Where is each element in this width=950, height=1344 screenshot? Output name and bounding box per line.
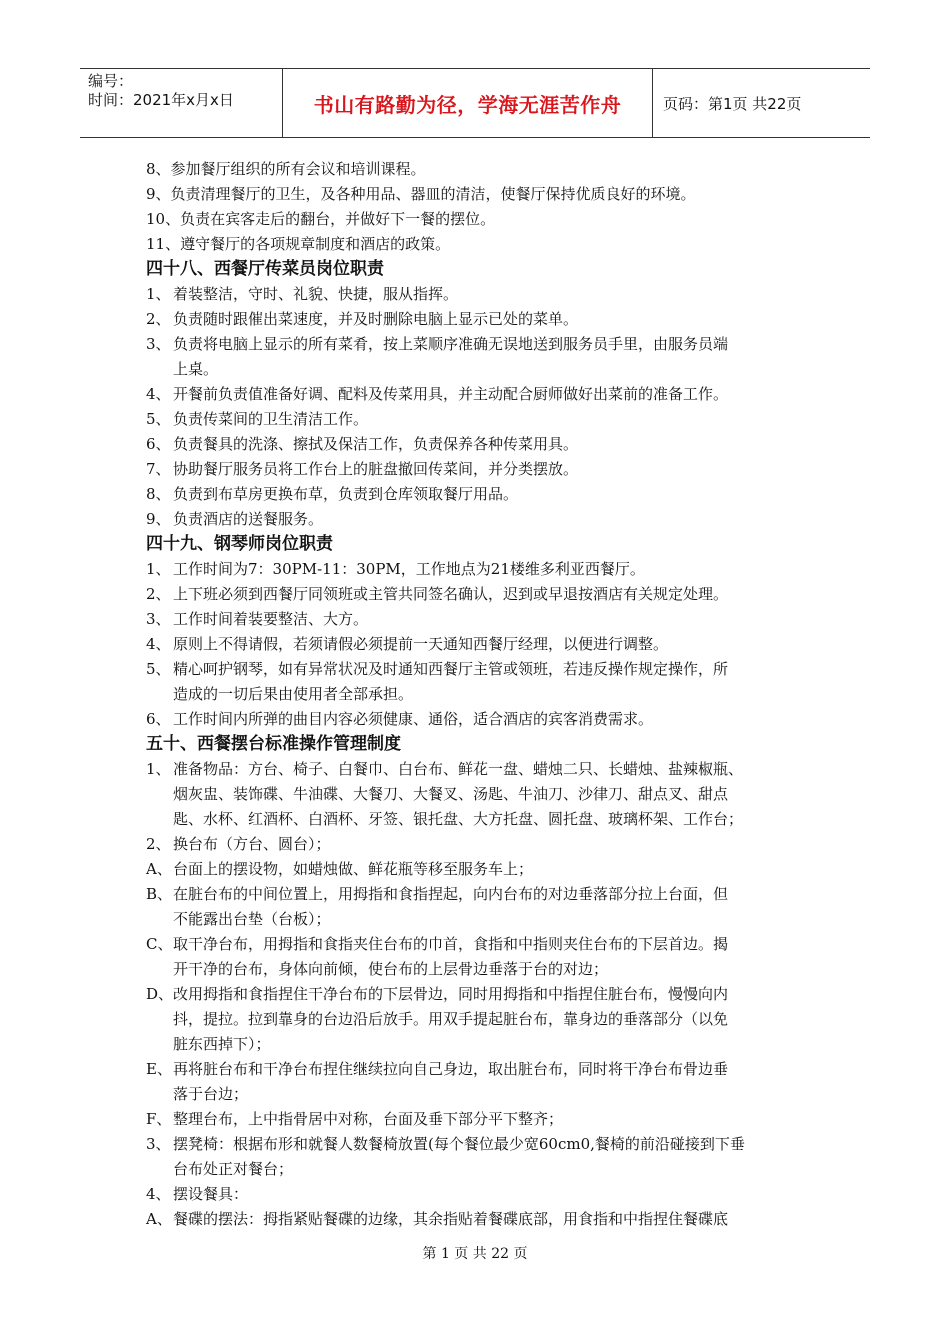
list-item-continuation: 烟灰盅、装饰碟、牛油碟、大餐刀、大餐叉、汤匙、牛油刀、沙律刀、甜点叉、甜点 [173, 785, 729, 803]
item-number: F、 [146, 1110, 172, 1128]
list-item [146, 857, 826, 882]
page-footer: 第 1 页 共 22 页 [422, 1246, 528, 1262]
item-text: 负责酒店的送餐服务。 [173, 510, 324, 528]
item-number: 5、 [146, 660, 171, 678]
list-item [146, 1057, 826, 1082]
paragraph: 11、遵守餐厅的各项规章制度和酒店的政策。 [146, 235, 451, 253]
section-heading: 四十九、钢琴师岗位职责 [146, 534, 333, 554]
paragraph: 10、负责在宾客走后的翻台，并做好下一餐的摆位。 [146, 210, 496, 228]
list-item [146, 1132, 826, 1157]
item-text: 换台布（方台、圆台）； [173, 835, 331, 853]
list-item [146, 757, 826, 782]
item-number: 2、 [146, 585, 171, 603]
header-motto: 书山有路勤为径，学海无涯苦作舟 [313, 92, 622, 117]
item-text: 在脏台布的中间位置上，用拇指和食指捏起，向内台布的对边垂落部分拉上台面，但 [173, 885, 729, 903]
item-text: 台面上的摆设物，如蜡烛做、鲜花瓶等移至服务车上； [173, 860, 534, 878]
item-number: 7、 [146, 460, 171, 478]
item-text: 工作时间为7：30PM-11：30PM，工作地点为21楼维多利亚西餐厅。 [173, 560, 645, 578]
paragraph: 9、负责清理餐厅的卫生，及各种用品、器皿的清洁，使餐厅保持优质良好的环境。 [146, 185, 696, 203]
item-text: 工作时间着装要整洁、大方。 [173, 610, 369, 628]
item-text: 准备物品：方台、椅子、白餐巾、白台布、鲜花一盘、蜡烛二只、长蜡烛、盐辣椒瓶、 [173, 760, 744, 778]
list-item [146, 882, 826, 907]
item-number: D、 [146, 985, 174, 1003]
item-text: 负责到布草房更换布草，负责到仓库领取餐厅用品。 [173, 485, 519, 503]
list-item [146, 632, 826, 657]
list-item [146, 1107, 826, 1132]
list-item [146, 657, 826, 682]
item-number: 2、 [146, 310, 171, 328]
list-item [146, 607, 826, 632]
item-number: 8、 [146, 485, 171, 503]
item-number: 3、 [146, 610, 171, 628]
list-item [146, 932, 826, 957]
item-text: 整理台布，上中指骨居中对称，台面及垂下部分平下整齐； [173, 1110, 564, 1128]
item-text: 原则上不得请假，若须请假必须提前一天通知西餐厅经理，以便进行调整。 [173, 635, 669, 653]
item-number: B、 [146, 885, 173, 903]
list-item-continuation: 上桌。 [173, 360, 219, 378]
item-number: 9、 [146, 510, 171, 528]
item-text: 再将脏台布和干净台布捏住继续拉向自己身边，取出脏台布，同时将干净台布骨边垂 [173, 1060, 729, 1078]
item-number: 4、 [146, 385, 171, 403]
list-item [146, 307, 826, 332]
item-number: 3、 [146, 1135, 171, 1153]
item-text: 改用拇指和食指捏住干净台布的下层骨边，同时用拇指和中指捏住脏台布，慢慢向内 [173, 985, 729, 1003]
list-item [146, 1182, 826, 1207]
item-text: 精心呵护钢琴，如有异常状况及时通知西餐厅主管或领班，若违反操作规定操作，所 [173, 660, 729, 678]
list-item [146, 332, 826, 357]
list-item-continuation: 抖，提拉。拉到靠身的台边沿后放手。用双手提起脏台布，靠身边的垂落部分（以免 [173, 1010, 729, 1028]
item-number: 4、 [146, 635, 171, 653]
list-item [146, 982, 826, 1007]
header-meta [80, 69, 283, 137]
list-item [146, 432, 826, 457]
item-text: 着装整洁，守时、礼貌、快捷，服从指挥。 [173, 285, 459, 303]
list-item-continuation: 造成的一切后果由使用者全部承担。 [173, 685, 414, 703]
header-page-info: 页码：第1页 共22页 [663, 94, 802, 113]
list-item [146, 507, 826, 532]
item-text: 取干净台布，用拇指和食指夹住台布的巾首，食指和中指则夹住台布的下层首边。揭 [173, 935, 729, 953]
item-number: 6、 [146, 710, 171, 728]
item-number: 5、 [146, 410, 171, 428]
item-number: C、 [146, 935, 173, 953]
item-number: 1、 [146, 560, 171, 578]
item-text: 工作时间内所弹的曲目内容必须健康、通俗，适合酒店的宾客消费需求。 [173, 710, 654, 728]
list-item-continuation: 开干净的台布，身体向前倾，使台布的上层骨边垂落于台的对边； [173, 960, 609, 978]
list-item [146, 457, 826, 482]
item-text: 摆凳椅：根据布形和就餐人数餐椅放置(每个餐位最少宽60cm0,餐椅的前沿碰接到下垂 [173, 1135, 745, 1153]
list-item [146, 282, 826, 307]
list-item-continuation: 脏东西掉下）； [173, 1035, 271, 1053]
list-item-continuation: 落于台边； [173, 1085, 249, 1103]
header-motto-cell [283, 69, 653, 137]
list-item [146, 382, 826, 407]
list-item [146, 407, 826, 432]
item-number: A、 [146, 860, 172, 878]
item-text: 负责随时跟催出菜速度，并及时删除电脑上显示已处的菜单。 [173, 310, 579, 328]
paragraph: 8、参加餐厅组织的所有会议和培训课程。 [146, 160, 426, 178]
item-text: 开餐前负责值准备好调、配料及传菜用具，并主动配合厨师做好出菜前的准备工作。 [173, 385, 729, 403]
document-body [146, 157, 826, 1232]
document-number: 编号： [88, 72, 134, 90]
item-number: E、 [146, 1060, 172, 1078]
item-number: A、 [146, 1210, 172, 1228]
list-item [146, 482, 826, 507]
item-text: 餐碟的摆法：拇指紧贴餐碟的边缘，其余指贴着餐碟底部，用食指和中指捏住餐碟底 [173, 1210, 729, 1228]
section-heading: 四十八、西餐厅传菜员岗位职责 [146, 259, 384, 279]
page-header [80, 68, 870, 138]
list-item-continuation: 匙、水杯、红酒杯、白酒杯、牙签、银托盘、大方托盘、圆托盘、玻璃杯架、工作台； [173, 810, 744, 828]
list-item-continuation: 台布处正对餐台； [173, 1160, 294, 1178]
item-text: 上下班必须到西餐厅同领班或主管共同签名确认，迟到或早退按酒店有关规定处理。 [173, 585, 729, 603]
list-item [146, 832, 826, 857]
item-number: 6、 [146, 435, 171, 453]
item-number: 2、 [146, 835, 171, 853]
item-number: 1、 [146, 760, 171, 778]
list-item [146, 1207, 826, 1232]
item-text: 摆设餐具： [173, 1185, 249, 1203]
item-number: 4、 [146, 1185, 171, 1203]
section-heading: 五十、西餐摆台标准操作管理制度 [146, 734, 401, 754]
item-number: 1、 [146, 285, 171, 303]
document-date: 时间：2021年x月x日 [88, 91, 234, 109]
item-text: 协助餐厅服务员将工作台上的脏盘撤回传菜间，并分类摆放。 [173, 460, 579, 478]
item-text: 负责传菜间的卫生清洁工作。 [173, 410, 369, 428]
list-item [146, 707, 826, 732]
item-text: 负责餐具的洗涤、擦拭及保洁工作，负责保养各种传菜用具。 [173, 435, 579, 453]
list-item-continuation: 不能露出台垫（台板）； [173, 910, 331, 928]
item-text: 负责将电脑上显示的所有菜肴，按上菜顺序准确无误地送到服务员手里，由服务员端 [173, 335, 729, 353]
list-item [146, 582, 826, 607]
list-item [146, 557, 826, 582]
item-number: 3、 [146, 335, 171, 353]
